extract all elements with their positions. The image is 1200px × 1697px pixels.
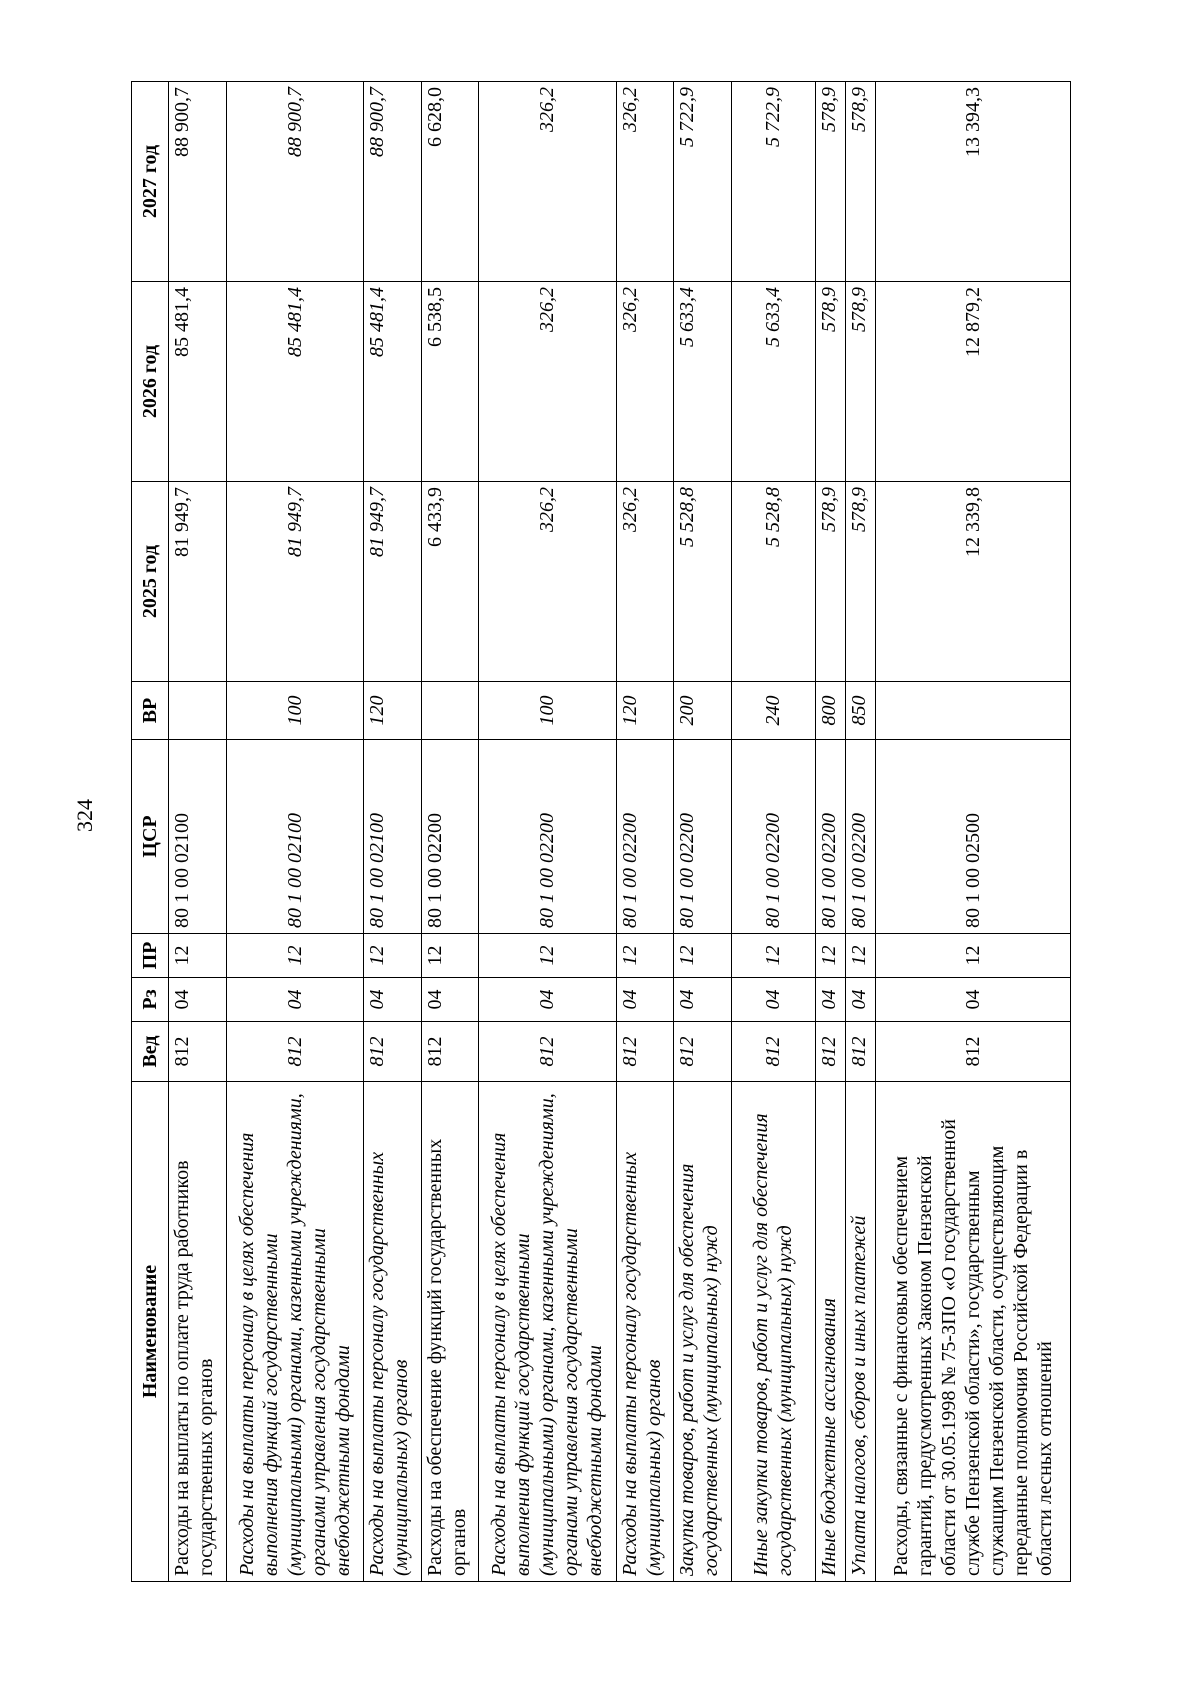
row-rz: 04	[875, 978, 1070, 1022]
row-vr: 100	[226, 682, 363, 740]
row-2027: 326,2	[479, 82, 616, 282]
row-2025: 326,2	[479, 482, 616, 682]
table-row	[674, 82, 732, 1582]
row-csr: 80 1 00 02200	[479, 740, 616, 934]
table-row	[875, 82, 1070, 1582]
row-2027: 578,9	[845, 82, 875, 282]
table-row	[421, 82, 479, 1582]
table-row	[816, 82, 846, 1582]
row-2026: 12 879,2	[875, 282, 1070, 482]
row-2026: 5 633,4	[674, 282, 732, 482]
row-csr: 80 1 00 02100	[364, 740, 422, 934]
row-pr: 12	[169, 934, 227, 978]
row-name: Иные закупки товаров, работ и услуг для обеспечения государственных (муниципальных) нужд	[731, 1082, 815, 1582]
row-rz: 04	[816, 978, 846, 1022]
row-csr: 80 1 00 02200	[731, 740, 815, 934]
row-ved: 812	[226, 1022, 363, 1082]
row-2025: 12 339,8	[875, 482, 1070, 682]
table-row	[731, 82, 815, 1582]
row-name: Уплата налогов, сборов и иных платежей	[845, 1082, 875, 1582]
row-pr: 12	[364, 934, 422, 978]
header-2027: 2027 год	[132, 82, 169, 282]
row-2026: 85 481,4	[226, 282, 363, 482]
row-vr	[169, 682, 227, 740]
row-vr	[421, 682, 479, 740]
header-name: Наименование	[132, 1082, 169, 1582]
table-row	[169, 82, 227, 1582]
row-name: Расходы на выплаты персоналу в целях обеспечения выполнения функций государственными (муниципальными) органами, казенными учреждениями, органами управления государственными внебюджетными фондами	[226, 1082, 363, 1582]
row-2027: 6 628,0	[421, 82, 479, 282]
row-2025: 578,9	[845, 482, 875, 682]
row-vr: 800	[816, 682, 846, 740]
budget-table-container	[131, 82, 1071, 1582]
row-pr: 12	[875, 934, 1070, 978]
table-row	[616, 82, 674, 1582]
row-vr: 120	[364, 682, 422, 740]
row-ved: 812	[674, 1022, 732, 1082]
header-2025: 2025 год	[132, 482, 169, 682]
header-vr: ВР	[132, 682, 169, 740]
header-pr: ПР	[132, 934, 169, 978]
row-name: Расходы на выплаты персоналу в целях обеспечения выполнения функций государственными (муниципальными) органами, казенными учреждениями, органами управления государственными внебюджетными фондами	[479, 1082, 616, 1582]
row-pr: 12	[421, 934, 479, 978]
row-vr: 240	[731, 682, 815, 740]
row-ved: 812	[421, 1022, 479, 1082]
row-csr: 80 1 00 02200	[421, 740, 479, 934]
row-ved: 812	[845, 1022, 875, 1082]
row-2025: 81 949,7	[364, 482, 422, 682]
table-row	[845, 82, 875, 1582]
row-rz: 04	[616, 978, 674, 1022]
row-vr	[875, 682, 1070, 740]
row-2025: 6 433,9	[421, 482, 479, 682]
row-2025: 326,2	[616, 482, 674, 682]
row-rz: 04	[731, 978, 815, 1022]
row-2026: 85 481,4	[364, 282, 422, 482]
row-2025: 81 949,7	[169, 482, 227, 682]
row-csr: 80 1 00 02200	[845, 740, 875, 934]
row-csr: 80 1 00 02200	[674, 740, 732, 934]
row-rz: 04	[674, 978, 732, 1022]
row-2025: 5 528,8	[674, 482, 732, 682]
row-ved: 812	[875, 1022, 1070, 1082]
row-2027: 5 722,9	[674, 82, 732, 282]
row-rz: 04	[364, 978, 422, 1022]
table-header-row	[132, 82, 169, 1582]
row-2026: 326,2	[616, 282, 674, 482]
row-ved: 812	[731, 1022, 815, 1082]
row-2025: 5 528,8	[731, 482, 815, 682]
table-row	[479, 82, 616, 1582]
row-vr: 100	[479, 682, 616, 740]
row-rz: 04	[226, 978, 363, 1022]
row-csr: 80 1 00 02100	[226, 740, 363, 934]
row-2026: 6 538,5	[421, 282, 479, 482]
row-ved: 812	[479, 1022, 616, 1082]
row-2026: 326,2	[479, 282, 616, 482]
row-name: Расходы на обеспечение функций государственных органов	[421, 1082, 479, 1582]
header-ved: Вед	[132, 1022, 169, 1082]
header-csr: ЦСР	[132, 740, 169, 934]
row-2025: 578,9	[816, 482, 846, 682]
table-row	[226, 82, 363, 1582]
row-ved: 812	[364, 1022, 422, 1082]
row-ved: 812	[169, 1022, 227, 1082]
row-2026: 85 481,4	[169, 282, 227, 482]
row-name: Расходы, связанные с финансовым обеспечением гарантий, предусмотренных Законом Пензенской области от 30.05.1998 № 75-ЗПО «О государственной службе Пензенской области», государственным служащим Пензенской области, осуществляющим переданные полномочия Российской Федерации в области лесных отношений	[875, 1082, 1070, 1582]
row-vr: 120	[616, 682, 674, 740]
page-number: 324	[72, 799, 97, 832]
row-pr: 12	[479, 934, 616, 978]
row-csr: 80 1 00 02200	[816, 740, 846, 934]
row-name: Расходы на выплаты персоналу государственных (муниципальных) органов	[364, 1082, 422, 1582]
row-2025: 81 949,7	[226, 482, 363, 682]
row-pr: 12	[816, 934, 846, 978]
row-rz: 04	[479, 978, 616, 1022]
row-ved: 812	[816, 1022, 846, 1082]
row-csr: 80 1 00 02500	[875, 740, 1070, 934]
row-pr: 12	[226, 934, 363, 978]
row-pr: 12	[731, 934, 815, 978]
row-2027: 88 900,7	[169, 82, 227, 282]
row-2026: 5 633,4	[731, 282, 815, 482]
header-2026: 2026 год	[132, 282, 169, 482]
row-name: Расходы на выплаты персоналу государственных (муниципальных) органов	[616, 1082, 674, 1582]
row-2027: 326,2	[616, 82, 674, 282]
row-2027: 578,9	[816, 82, 846, 282]
row-vr: 200	[674, 682, 732, 740]
row-name: Расходы на выплаты по оплате труда работников государственных органов	[169, 1082, 227, 1582]
row-csr: 80 1 00 02200	[616, 740, 674, 934]
row-2027: 88 900,7	[364, 82, 422, 282]
table-row	[364, 82, 422, 1582]
row-csr: 80 1 00 02100	[169, 740, 227, 934]
row-2027: 5 722,9	[731, 82, 815, 282]
budget-table	[131, 81, 1071, 1582]
header-rz: Рз	[132, 978, 169, 1022]
row-vr: 850	[845, 682, 875, 740]
row-pr: 12	[674, 934, 732, 978]
row-rz: 04	[421, 978, 479, 1022]
row-rz: 04	[845, 978, 875, 1022]
row-name: Иные бюджетные ассигнования	[816, 1082, 846, 1582]
row-pr: 12	[616, 934, 674, 978]
row-pr: 12	[845, 934, 875, 978]
row-name: Закупка товаров, работ и услуг для обеспечения государственных (муниципальных) нужд	[674, 1082, 732, 1582]
row-ved: 812	[616, 1022, 674, 1082]
row-2026: 578,9	[816, 282, 846, 482]
row-2026: 578,9	[845, 282, 875, 482]
row-rz: 04	[169, 978, 227, 1022]
row-2027: 88 900,7	[226, 82, 363, 282]
row-2027: 13 394,3	[875, 82, 1070, 282]
